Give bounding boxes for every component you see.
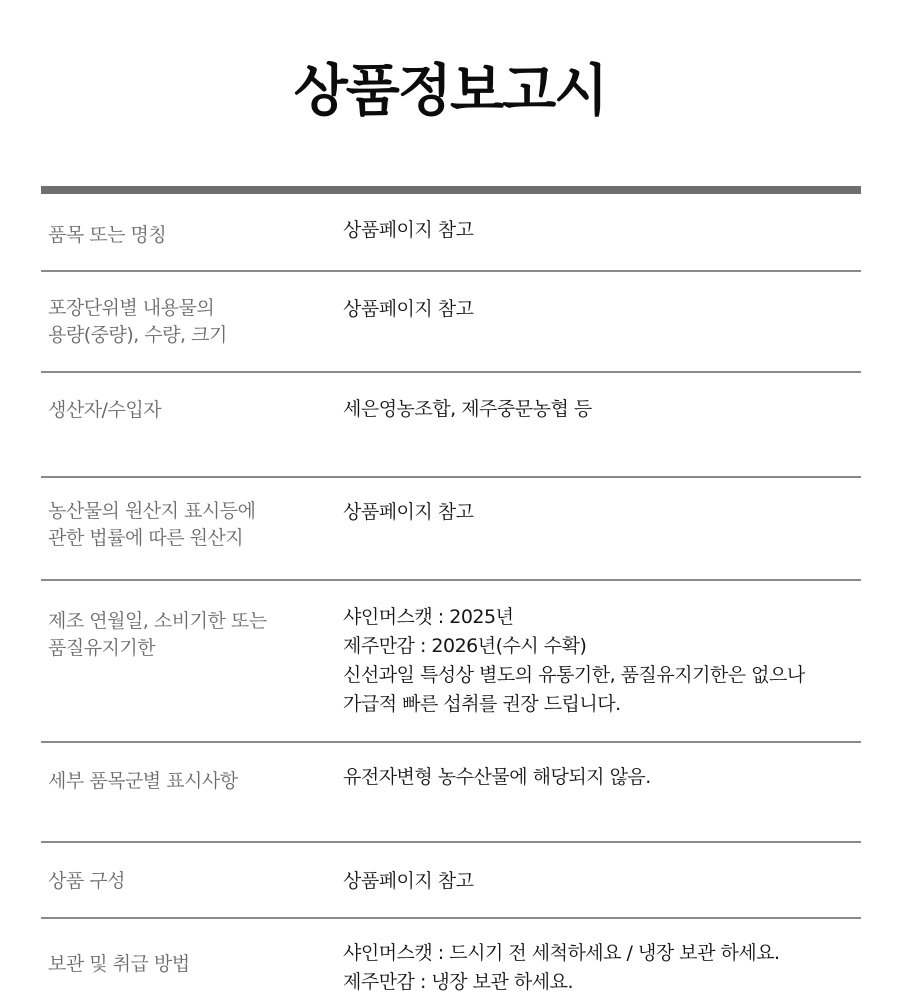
- value-line: 제주만감 : 2026년(수시 수확): [343, 635, 587, 657]
- table-row: [41, 919, 861, 1002]
- row-value: [343, 867, 858, 896]
- product-info-table: [41, 194, 861, 1002]
- value-line: 신선과일 특성상 별도의 유통기한, 품질유지기한은 없으나: [343, 664, 805, 686]
- row-label: 생산자/수입자: [48, 399, 162, 421]
- table-row: [41, 373, 861, 478]
- row-label: 상품 구성: [48, 870, 125, 892]
- value-line: 상품페이지 참고: [343, 501, 474, 523]
- table-row: [41, 194, 861, 272]
- value-line: 샤인머스캣 : 드시기 전 세척하세요 / 냉장 보관 하세요.: [343, 942, 780, 964]
- row-value: [343, 603, 858, 719]
- value-line: 세은영농조합, 제주중문농협 등: [343, 398, 592, 420]
- value-line: 가급적 빠른 섭취를 권장 드립니다.: [343, 693, 621, 715]
- row-value: [343, 763, 858, 792]
- value-line: 유전자변형 농수산물에 해당되지 않음.: [343, 766, 651, 788]
- row-value: [343, 216, 858, 245]
- value-line: 상품페이지 참고: [343, 219, 474, 241]
- row-value: [343, 498, 858, 527]
- row-label: 세부 품목군별 표시사항: [48, 770, 238, 792]
- row-label: 농산물의 원산지 표시등에 관한 법률에 따른 원산지: [48, 500, 256, 549]
- value-line: 제주만감 : 냉장 보관 하세요.: [343, 971, 573, 993]
- value-line: 상품페이지 참고: [343, 298, 474, 320]
- table-row: [41, 743, 861, 843]
- table-row: [41, 843, 861, 919]
- row-value: [343, 295, 858, 324]
- row-value: [343, 939, 858, 997]
- header-divider: [41, 186, 861, 194]
- row-label: 포장단위별 내용물의 용량(중량), 수량, 크기: [48, 297, 227, 346]
- row-label: 품목 또는 명칭: [48, 224, 167, 246]
- value-line: 샤인머스캣 : 2025년: [343, 606, 514, 628]
- row-label: 제조 연월일, 소비기한 또는 품질유지기한: [48, 610, 267, 659]
- table-row: [41, 581, 861, 743]
- row-label: 보관 및 취급 방법: [48, 953, 190, 975]
- page-title: 상품정보고시: [293, 59, 607, 124]
- row-value: [343, 395, 858, 424]
- table-row: [41, 272, 861, 373]
- table-row: [41, 478, 861, 581]
- value-line: 상품페이지 참고: [343, 870, 474, 892]
